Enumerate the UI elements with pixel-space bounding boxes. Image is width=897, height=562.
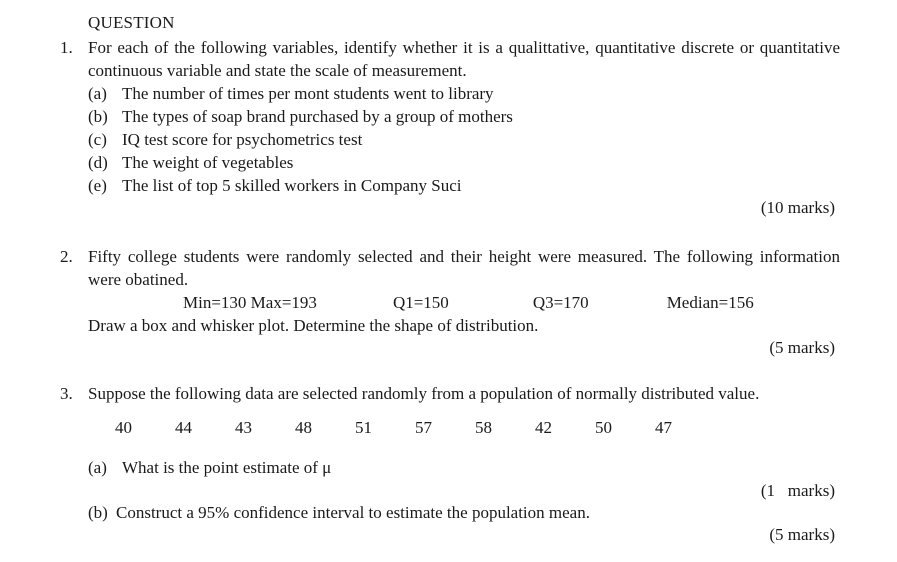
data-value: 40 — [115, 418, 132, 437]
sub-item-label: (b) — [88, 503, 108, 522]
question-1-sub-list — [88, 82, 840, 197]
data-value: 50 — [595, 418, 612, 437]
question-2-statistics — [60, 291, 840, 314]
stat-q3: Q3=170 — [532, 293, 589, 312]
sub-item-text: The list of top 5 skilled workers in Company Suci — [122, 176, 462, 195]
stat-median: Median=156 — [666, 293, 754, 312]
stat-q1: Q1=150 — [392, 293, 449, 312]
data-value: 58 — [475, 418, 492, 437]
sub-item-text: The types of soap brand purchased by a group of mothers — [122, 107, 513, 126]
data-value: 43 — [235, 418, 252, 437]
list-item — [88, 501, 840, 524]
question-1-marks: (10 marks) — [760, 198, 835, 217]
sub-item-text: Construct a 95% confidence interval to estimate the population mean. — [116, 503, 590, 522]
question-3-data-row — [60, 416, 715, 439]
list-item — [88, 174, 840, 197]
list-item — [88, 105, 840, 128]
list-item — [88, 82, 840, 105]
data-value: 57 — [415, 418, 432, 437]
data-value: 51 — [355, 418, 372, 437]
sub-item-label: (a) — [88, 458, 107, 477]
question-2-number: 2. — [60, 247, 73, 266]
question-2-row — [60, 245, 840, 291]
sub-item-label: (a) — [88, 84, 107, 103]
sub-item-text: What is the point estimate of μ — [122, 458, 332, 477]
sub-item-text: The number of times per mont students went to library — [122, 84, 494, 103]
question-3-row — [60, 382, 840, 405]
list-item — [88, 151, 840, 174]
question-1-text: For each of the following variables, identify whether it is a qualittative, quantitative discrete or quantitative continuous variable and state the scale of measurement. — [88, 38, 840, 80]
question-2-text: Fifty college students were randomly selected and their height were measured. The following information were obatined. — [88, 247, 840, 289]
question-3b-marks: (5 marks) — [769, 525, 835, 544]
sub-item-label: (d) — [88, 153, 108, 172]
sub-item-label: (e) — [88, 176, 107, 195]
question-3-number: 3. — [60, 384, 73, 403]
list-item — [88, 128, 840, 151]
question-2-marks: (5 marks) — [769, 338, 835, 357]
sub-item-label: (b) — [88, 107, 108, 126]
data-value: 48 — [295, 418, 312, 437]
data-value: 42 — [535, 418, 552, 437]
question-1-row — [60, 36, 840, 82]
page-title: QUESTION — [88, 13, 175, 32]
sub-item-text: IQ test score for psychometrics test — [122, 130, 363, 149]
list-item — [88, 456, 840, 479]
sub-item-text: The weight of vegetables — [122, 153, 294, 172]
data-value: 47 — [655, 418, 672, 437]
data-value: 44 — [175, 418, 192, 437]
question-2-block — [60, 245, 840, 337]
sub-item-label: (c) — [88, 130, 107, 149]
question-1-block — [60, 36, 840, 197]
question-3-block — [60, 382, 840, 524]
question-1-number: 1. — [60, 38, 73, 57]
stat-min-max: Min=130 Max=193 — [183, 293, 317, 312]
question-2-instruction: Draw a box and whisker plot. Determine the shape of distribution. — [88, 316, 539, 335]
question-3-text: Suppose the following data are selected randomly from a population of normally distributed value. — [88, 384, 760, 403]
question-3a-marks: (1 marks) — [760, 481, 835, 500]
